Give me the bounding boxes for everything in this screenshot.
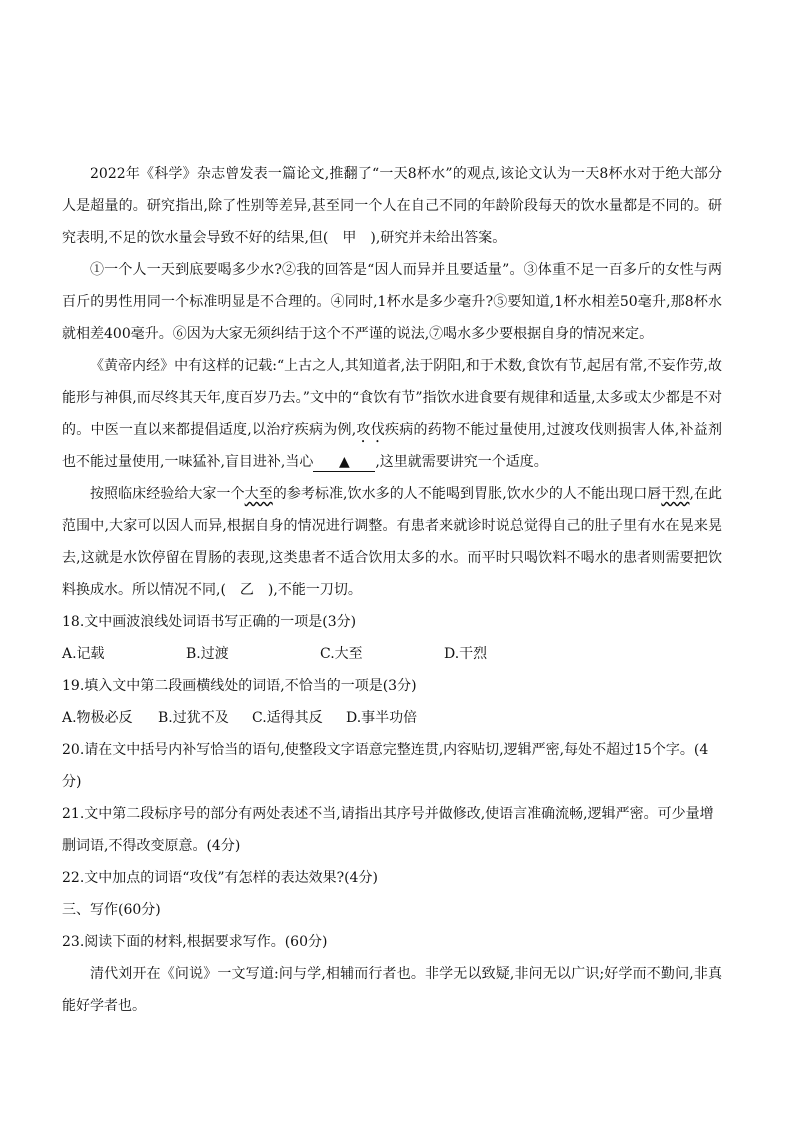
passage-paragraph-2: ①一个人一天到底要喝多少水?②我的回答是“因人而异并且要适量”。③体重不足一百多斤的女性与两百斤的男性用同一个标准明显是不合理的。④同时,1杯水是多少毫升?⑤要知道,1杯水相差50毫升,那8杯水就相差400毫升。⑥因为大家无须纠结于这个不严谨的说法,⑦喝水多少要根据自身的情况来定。 — [62, 262, 722, 342]
document-page — [62, 158, 722, 1022]
q18-option-a: A.记载 — [62, 646, 105, 662]
wavy-word-dazhi: 大至 — [244, 486, 273, 502]
question-18-options — [62, 638, 722, 670]
p3-text-e: 则损害人体,补益剂也不能过量使用,一味猛补,盲目进补,当心 — [62, 422, 723, 470]
p3-text-f: ,这里就需要讲究一个适度。 — [375, 454, 548, 470]
question-23: 23.阅读下面的材料,根据要求写作。(60分) — [62, 934, 328, 950]
p3-text-d: 攻伐 — [575, 422, 604, 438]
p4-text-e: ,在此范围中,大家可以因人而异,根据自身的情况进行调整。有患者来就诊时说总觉得自己的肚子里有水在晃来晃去,这就是水饮停留在胃肠的表现,这类患者不适合饮用太多的水。而平时只喝饮料不喝水的患者则需要把饮料换成水。所以情况不同,( 乙 ),不能一刀切。 — [62, 486, 723, 598]
question-19-options — [62, 702, 722, 734]
dotted-word-gongfa: 攻伐 — [356, 422, 385, 438]
p3-text-c: 疾病的药物不能过量使用,过渡 — [385, 422, 576, 438]
question-21: 21.文中第二段标序号的部分有两处表述不当,请指出其序号并做修改,使语言准确流畅,逻辑严密。可少量增删词语,不得改变原意。(4分) — [62, 806, 714, 854]
wavy-word-ganlie: 干烈 — [661, 486, 690, 502]
q19-option-d: D.事半功倍 — [346, 710, 418, 726]
question-19-stem: 19.填入文中第二段画横线处的词语,不恰当的一项是(3分) — [62, 678, 417, 694]
q18-option-d: D.干烈 — [444, 646, 488, 662]
q19-option-a: A.物极必反 — [62, 710, 133, 726]
passage-paragraph-3 — [62, 350, 722, 478]
p4-text-a: 按照临床经验给大家一个 — [90, 486, 245, 502]
q19-option-c: C.适得其反 — [252, 710, 323, 726]
passage-paragraph-1: 2022年《科学》杂志曾发表一篇论文,推翻了“一天8杯水”的观点,该论文认为一天8杯水对于绝大部分人是超量的。研究指出,除了性别等差异,甚至同一个人在自己不同的年龄阶段每天的饮水量都是不同的。研究表明,不足的饮水量会导致不好的结果,但( 甲 ),研究并未给出答案。 — [62, 166, 722, 246]
q19-option-b: B.过犹不及 — [158, 710, 229, 726]
q18-option-c: C.大至 — [320, 646, 363, 662]
p3-text-a: 《黄帝内经》中有这样的记载:“上古之人,其知道者,法于阴阳,和于术数,食饮有节,起居有常,不妄作劳,故能形与神俱,而尽终其天年,度百岁乃去。”文中的“食饮有节”指饮水进食要有规律和适量,太多或太少都是不对的。中医一直以来都提倡适度,以治疗疾病为例, — [62, 358, 722, 438]
q18-option-b: B.过渡 — [186, 646, 229, 662]
question-18-stem: 18.文中画波浪线处词语书写正确的一项是(3分) — [62, 614, 357, 630]
fill-blank-underline: ▲ — [313, 453, 375, 472]
question-20: 20.请在文中括号内补写恰当的语句,使整段文字语意完整连贯,内容贴切,逻辑严密,每处不超过15个字。(4分) — [62, 742, 709, 790]
question-22: 22.文中加点的词语“攻伐”有怎样的表达效果?(4分) — [62, 870, 378, 886]
p4-text-c: 的参考标准,饮水多的人不能喝到胃胀,饮水少的人不能出现口唇 — [272, 486, 662, 502]
section-3-heading: 三、写作(60分) — [62, 902, 161, 918]
passage-paragraph-4 — [62, 478, 722, 606]
writing-material-paragraph: 清代刘开在《问说》一文写道:问与学,相辅而行者也。非学无以致疑,非问无以广识;好学而不勤问,非真能好学者也。 — [62, 966, 722, 1014]
